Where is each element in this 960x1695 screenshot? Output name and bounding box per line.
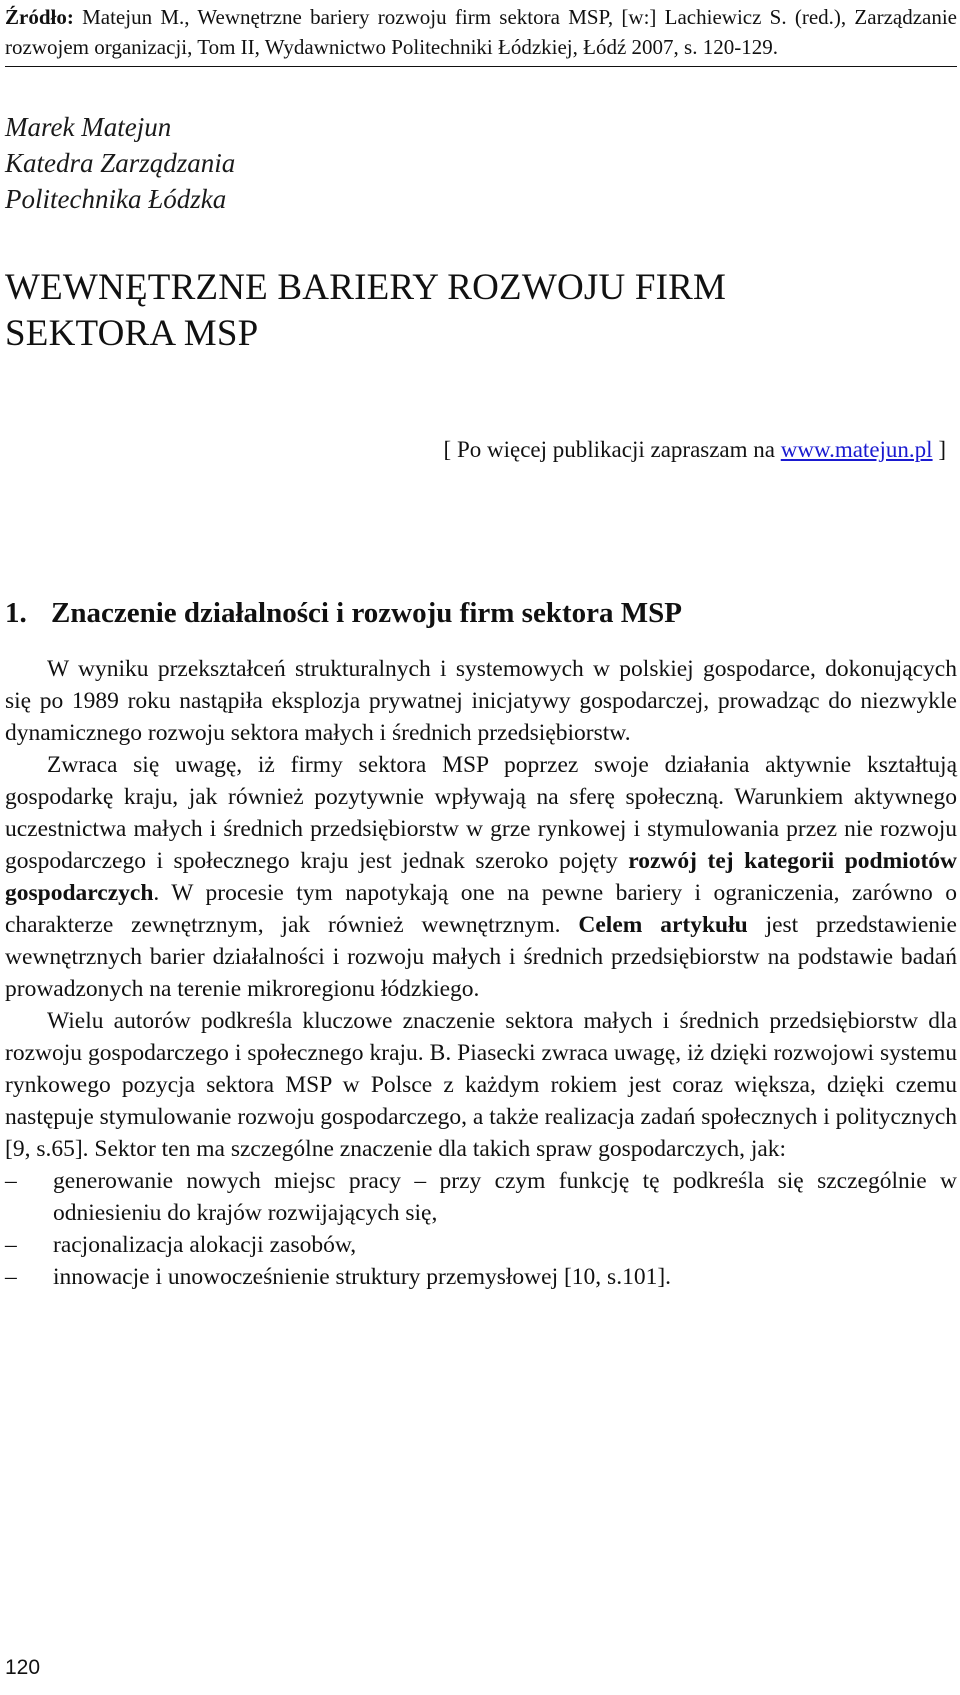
promo-suffix: ] bbox=[938, 437, 946, 462]
dash-bullet: – bbox=[5, 1232, 17, 1258]
paragraph-2-part-e: jest przedstawienie wewnętrznych barier działalności i rozwoju małych i średnich przedsiębiorstw na podstawie badań prowadzonych na terenie mikroregionu łódzkiego. bbox=[5, 912, 957, 1002]
dash-bullet: – bbox=[5, 1264, 17, 1290]
author-department: Katedra Zarządzania bbox=[5, 148, 236, 178]
page-number: 120 bbox=[5, 1656, 41, 1679]
emphasis-development: rozwój tej kategorii podmiotów gospodarczych bbox=[5, 848, 958, 906]
source-citation bbox=[5, 2, 957, 67]
section-number: 1. bbox=[5, 597, 27, 629]
list-item-text: generowanie nowych miejsc pracy – przy czym funkcję tę podkreśla się szczególnie w odniesieniu do krajów rozwijających się, bbox=[53, 1168, 957, 1226]
body-text bbox=[5, 653, 957, 1293]
paper-title-line-1: WEWNĘTRZNE BARIERY ROZWOJU FIRM bbox=[5, 267, 727, 308]
promo-prefix: [ Po więcej publikacji zapraszam na bbox=[443, 437, 775, 462]
paper-title-line-2: SEKTORA MSP bbox=[5, 313, 259, 354]
author-university: Politechnika Łódzka bbox=[5, 184, 227, 214]
list-item bbox=[5, 1229, 957, 1261]
dash-bullet: – bbox=[5, 1168, 17, 1194]
paragraph-2 bbox=[5, 749, 957, 1005]
section-title: Znaczenie działalności i rozwoju firm sektora MSP bbox=[51, 597, 682, 629]
author-name: Marek Matejun bbox=[5, 112, 172, 142]
section-heading bbox=[5, 595, 957, 631]
website-link[interactable]: www.matejun.pl bbox=[780, 437, 933, 462]
source-text: Matejun M., Wewnętrzne bariery rozwoju firm sektora MSP, [w:] Lachiewicz S. (red.), Zarządzanie rozwojem organizacji, Tom II, Wydawnictwo Politechniki Łódzkiej, Łódź 2007, s. 120-129. bbox=[5, 5, 958, 59]
document-page bbox=[5, 0, 957, 1293]
paragraph-1: W wyniku przekształceń strukturalnych i systemowych w polskiej gospodarce, dokonujących się po 1989 roku nastąpiła eksplozja prywatnej inicjatywy gospodarczej, prowadząc do niezwykle dynamicznego rozwoju sektora małych i średnich przedsiębiorstw. bbox=[5, 656, 957, 746]
promo-line bbox=[5, 435, 957, 465]
emphasis-article-goal: Celem artykułu bbox=[578, 912, 748, 938]
source-label: Źródło: bbox=[5, 5, 74, 29]
paragraph-2-part-a: Zwraca się uwagę, iż firmy sektora MSP poprzez swoje działania aktywnie kształtują gospodarkę kraju, jak również pozytywnie wpływają na sferę społeczną. Warunkiem aktywnego uczestnictwa małych i średnich przedsiębiorstw w grze rynkowej i stymulowania przez nie rozwoju gospodarczego i społecznego kraju jest jednak szeroko pojęty bbox=[5, 752, 957, 874]
list-item-text: innowacje i unowocześnienie struktury przemysłowej [10, s.101]. bbox=[53, 1264, 672, 1290]
paragraph-2-part-c: . W procesie tym napotykają one na pewne bariery i ograniczenia, zarówno o charakterze zewnętrznym, jak również wewnętrznym. bbox=[5, 880, 957, 938]
author-block bbox=[5, 109, 957, 217]
paragraph-3: Wielu autorów podkreśla kluczowe znaczenie sektora małych i średnich przedsiębiorstw dla rozwoju gospodarczego i społecznego kraju. B. Piasecki zwraca uwagę, iż dzięki rozwojowi systemu rynkowego pozycja sektora MSP w Polsce z każdym rokiem jest coraz większa, dzięki czemu następuje stymulowanie rozwoju gospodarczego, a także realizacja zadań społecznych i politycznych [9, s.65]. Sektor ten ma szczególne znaczenie dla takich spraw gospodarczych, jak: bbox=[5, 1008, 958, 1162]
list-item-text: racjonalizacja alokacji zasobów, bbox=[53, 1232, 357, 1258]
list-item bbox=[5, 1165, 957, 1229]
list-item bbox=[5, 1261, 957, 1293]
paper-title bbox=[5, 265, 957, 357]
bullet-list bbox=[5, 1165, 957, 1293]
